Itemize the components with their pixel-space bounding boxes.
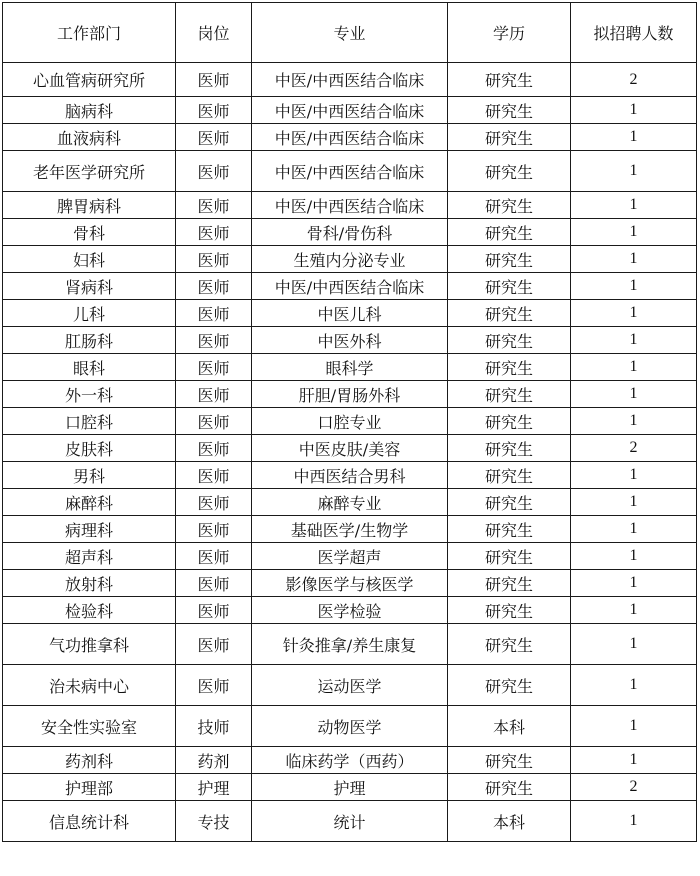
cell-education: 研究生 (448, 300, 571, 327)
cell-post: 医师 (176, 665, 252, 706)
header-major: 专业 (252, 3, 448, 63)
cell-major: 医学超声 (252, 543, 448, 570)
cell-count: 1 (571, 706, 697, 747)
cell-post: 医师 (176, 63, 252, 97)
table-row (3, 192, 697, 219)
cell-post: 医师 (176, 300, 252, 327)
cell-major: 医学检验 (252, 597, 448, 624)
cell-post: 医师 (176, 435, 252, 462)
cell-count: 2 (571, 435, 697, 462)
cell-education: 研究生 (448, 273, 571, 300)
cell-education: 研究生 (448, 543, 571, 570)
cell-count: 1 (571, 462, 697, 489)
cell-dept: 儿科 (3, 300, 176, 327)
table-row (3, 706, 697, 747)
cell-dept: 药剂科 (3, 747, 176, 774)
table-row (3, 801, 697, 842)
table-row (3, 747, 697, 774)
table-body (3, 63, 697, 842)
cell-dept: 男科 (3, 462, 176, 489)
cell-education: 研究生 (448, 246, 571, 273)
cell-post: 医师 (176, 597, 252, 624)
table-row (3, 435, 697, 462)
cell-major: 麻醉专业 (252, 489, 448, 516)
cell-education: 研究生 (448, 774, 571, 801)
cell-post: 医师 (176, 124, 252, 151)
cell-education: 研究生 (448, 665, 571, 706)
cell-education: 研究生 (448, 192, 571, 219)
cell-major: 影像医学与核医学 (252, 570, 448, 597)
table-row (3, 354, 697, 381)
cell-post: 医师 (176, 192, 252, 219)
cell-major: 中医/中西医结合临床 (252, 63, 448, 97)
cell-dept: 护理部 (3, 774, 176, 801)
cell-major: 生殖内分泌专业 (252, 246, 448, 273)
cell-count: 1 (571, 543, 697, 570)
cell-major: 中西医结合男科 (252, 462, 448, 489)
cell-dept: 血液病科 (3, 124, 176, 151)
cell-dept: 脾胃病科 (3, 192, 176, 219)
cell-dept: 老年医学研究所 (3, 151, 176, 192)
table-row (3, 246, 697, 273)
recruitment-table (2, 2, 697, 842)
cell-major: 护理 (252, 774, 448, 801)
cell-count: 1 (571, 124, 697, 151)
cell-count: 1 (571, 246, 697, 273)
cell-count: 2 (571, 774, 697, 801)
cell-education: 本科 (448, 801, 571, 842)
cell-post: 医师 (176, 462, 252, 489)
table-row (3, 300, 697, 327)
cell-post: 技师 (176, 706, 252, 747)
cell-major: 中医/中西医结合临床 (252, 97, 448, 124)
cell-count: 1 (571, 381, 697, 408)
cell-count: 1 (571, 516, 697, 543)
cell-education: 研究生 (448, 151, 571, 192)
cell-education: 研究生 (448, 327, 571, 354)
cell-major: 中医皮肤/美容 (252, 435, 448, 462)
cell-dept: 超声科 (3, 543, 176, 570)
cell-count: 1 (571, 747, 697, 774)
cell-education: 研究生 (448, 489, 571, 516)
cell-count: 1 (571, 151, 697, 192)
cell-post: 医师 (176, 246, 252, 273)
cell-dept: 麻醉科 (3, 489, 176, 516)
cell-count: 2 (571, 63, 697, 97)
cell-dept: 骨科 (3, 219, 176, 246)
cell-major: 眼科学 (252, 354, 448, 381)
cell-dept: 放射科 (3, 570, 176, 597)
cell-education: 研究生 (448, 354, 571, 381)
table-row (3, 97, 697, 124)
cell-post: 医师 (176, 570, 252, 597)
cell-count: 1 (571, 597, 697, 624)
table-row (3, 219, 697, 246)
cell-dept: 妇科 (3, 246, 176, 273)
cell-dept: 检验科 (3, 597, 176, 624)
cell-post: 医师 (176, 151, 252, 192)
table-row (3, 151, 697, 192)
cell-post: 医师 (176, 624, 252, 665)
cell-count: 1 (571, 801, 697, 842)
cell-dept: 气功推拿科 (3, 624, 176, 665)
cell-dept: 脑病科 (3, 97, 176, 124)
cell-dept: 病理科 (3, 516, 176, 543)
table-row (3, 462, 697, 489)
cell-education: 研究生 (448, 624, 571, 665)
cell-dept: 肛肠科 (3, 327, 176, 354)
cell-count: 1 (571, 354, 697, 381)
table-row (3, 624, 697, 665)
table-row (3, 774, 697, 801)
cell-dept: 信息统计科 (3, 801, 176, 842)
cell-major: 口腔专业 (252, 408, 448, 435)
cell-post: 医师 (176, 219, 252, 246)
cell-count: 1 (571, 219, 697, 246)
header-row (3, 3, 697, 63)
cell-post: 医师 (176, 273, 252, 300)
cell-dept: 安全性实验室 (3, 706, 176, 747)
cell-count: 1 (571, 97, 697, 124)
cell-major: 骨科/骨伤科 (252, 219, 448, 246)
table-row (3, 597, 697, 624)
cell-education: 研究生 (448, 63, 571, 97)
cell-dept: 治未病中心 (3, 665, 176, 706)
cell-education: 研究生 (448, 597, 571, 624)
cell-education: 研究生 (448, 124, 571, 151)
cell-count: 1 (571, 300, 697, 327)
cell-major: 中医/中西医结合临床 (252, 273, 448, 300)
cell-dept: 肾病科 (3, 273, 176, 300)
cell-major: 临床药学（西药） (252, 747, 448, 774)
cell-education: 研究生 (448, 570, 571, 597)
cell-major: 中医/中西医结合临床 (252, 151, 448, 192)
cell-education: 研究生 (448, 408, 571, 435)
table-row (3, 63, 697, 97)
cell-major: 针灸推拿/养生康复 (252, 624, 448, 665)
table-row (3, 273, 697, 300)
cell-post: 医师 (176, 516, 252, 543)
cell-major: 中医/中西医结合临床 (252, 192, 448, 219)
cell-major: 运动医学 (252, 665, 448, 706)
table-row (3, 516, 697, 543)
cell-post: 医师 (176, 489, 252, 516)
cell-post: 专技 (176, 801, 252, 842)
cell-count: 1 (571, 570, 697, 597)
cell-dept: 皮肤科 (3, 435, 176, 462)
header-count: 拟招聘人数 (571, 3, 697, 63)
cell-education: 研究生 (448, 462, 571, 489)
cell-count: 1 (571, 192, 697, 219)
cell-education: 研究生 (448, 381, 571, 408)
cell-post: 医师 (176, 408, 252, 435)
cell-count: 1 (571, 408, 697, 435)
table-row (3, 408, 697, 435)
cell-major: 动物医学 (252, 706, 448, 747)
cell-major: 中医/中西医结合临床 (252, 124, 448, 151)
cell-major: 统计 (252, 801, 448, 842)
header-dept: 工作部门 (3, 3, 176, 63)
cell-post: 医师 (176, 327, 252, 354)
table-row (3, 543, 697, 570)
cell-dept: 心血管病研究所 (3, 63, 176, 97)
cell-post: 医师 (176, 381, 252, 408)
cell-dept: 眼科 (3, 354, 176, 381)
table-row (3, 381, 697, 408)
table-row (3, 489, 697, 516)
cell-count: 1 (571, 327, 697, 354)
cell-post: 医师 (176, 543, 252, 570)
cell-major: 中医外科 (252, 327, 448, 354)
header-education: 学历 (448, 3, 571, 63)
table-row (3, 665, 697, 706)
cell-count: 1 (571, 624, 697, 665)
cell-post: 医师 (176, 97, 252, 124)
cell-education: 研究生 (448, 516, 571, 543)
cell-education: 研究生 (448, 747, 571, 774)
cell-post: 医师 (176, 354, 252, 381)
cell-post: 护理 (176, 774, 252, 801)
table-row (3, 124, 697, 151)
cell-count: 1 (571, 489, 697, 516)
cell-dept: 口腔科 (3, 408, 176, 435)
cell-major: 肝胆/胃肠外科 (252, 381, 448, 408)
table-row (3, 327, 697, 354)
cell-major: 中医儿科 (252, 300, 448, 327)
cell-post: 药剂 (176, 747, 252, 774)
cell-major: 基础医学/生物学 (252, 516, 448, 543)
table-row (3, 570, 697, 597)
cell-count: 1 (571, 665, 697, 706)
cell-education: 研究生 (448, 435, 571, 462)
table-header (3, 3, 697, 63)
cell-education: 研究生 (448, 97, 571, 124)
cell-education: 研究生 (448, 219, 571, 246)
cell-dept: 外一科 (3, 381, 176, 408)
cell-education: 本科 (448, 706, 571, 747)
cell-count: 1 (571, 273, 697, 300)
header-post: 岗位 (176, 3, 252, 63)
